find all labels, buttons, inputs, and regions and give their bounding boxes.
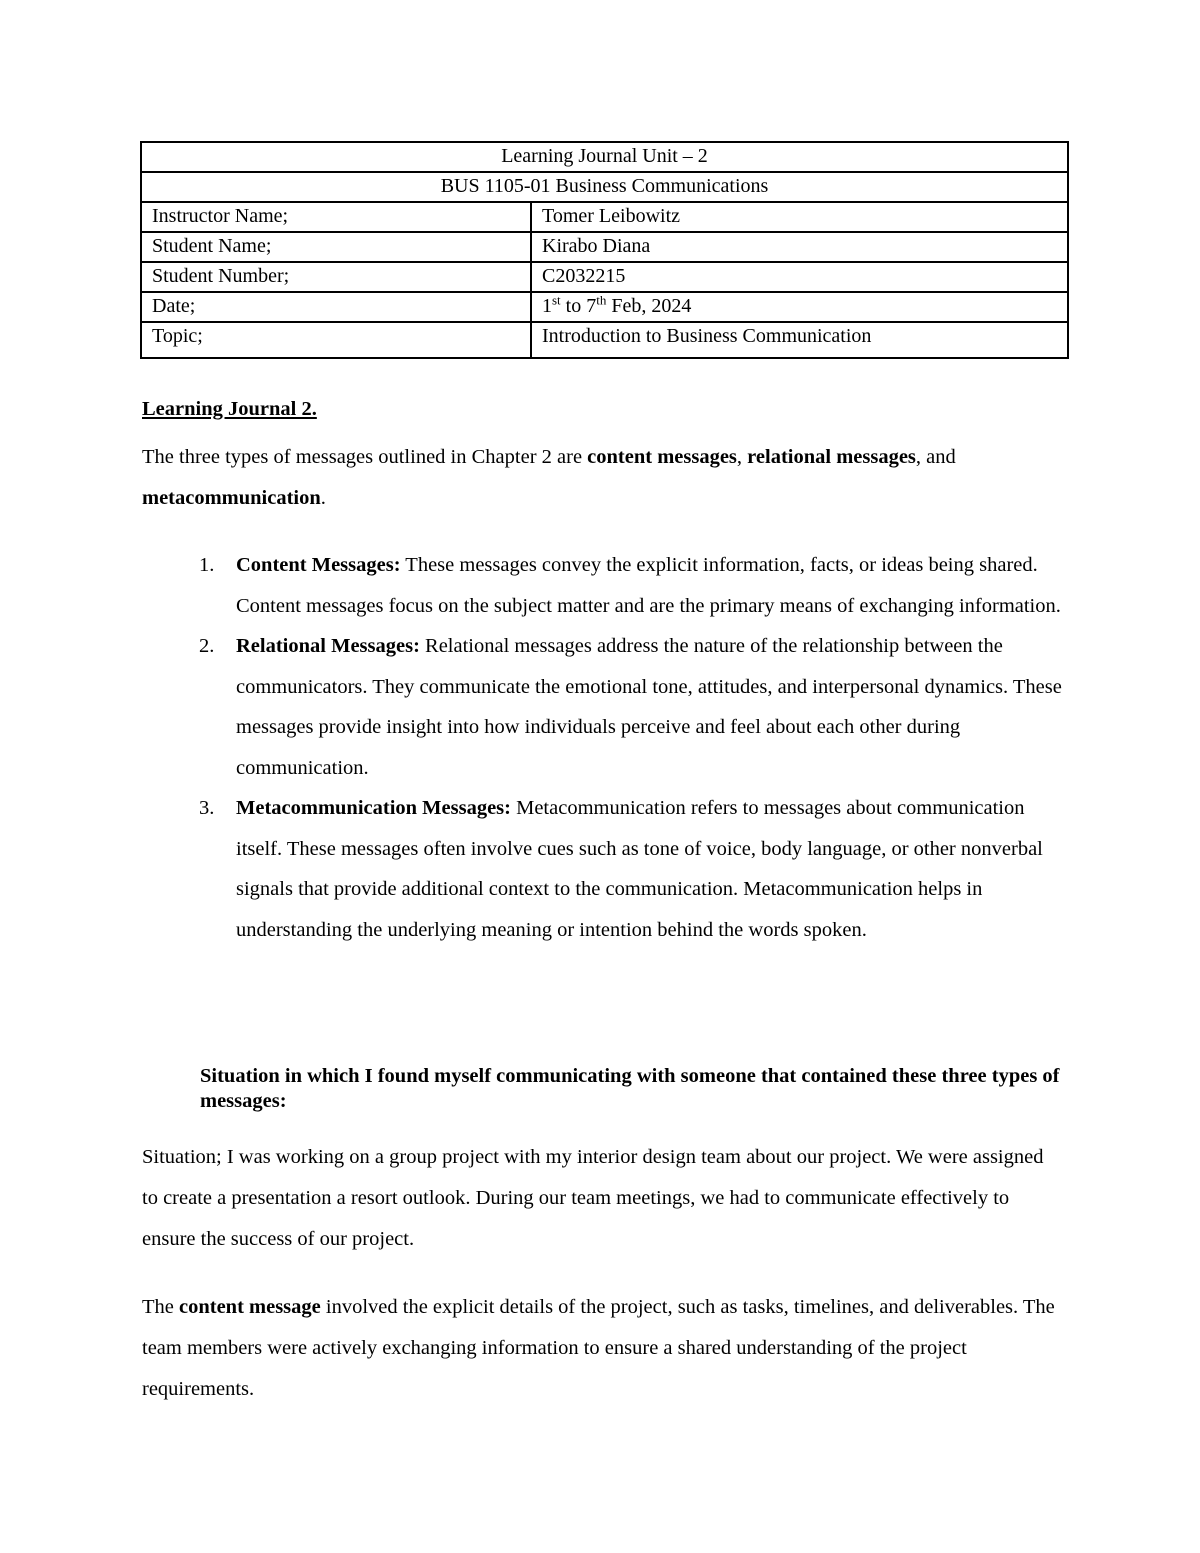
list-item-text: Relational messages address the nature of the relationship between the communicators. They communicate the emotional tone, attitudes, and interpersonal dynamics. These messages provide insight into how individuals perceive and feel about each other during communication.	[236, 635, 1062, 779]
list-number: 2.	[199, 635, 215, 657]
table-row	[141, 292, 1068, 322]
content-para-bold: content message	[179, 1296, 321, 1318]
list-item-text: Metacommunication refers to messages about communication itself. These messages often involve cues such as tone of voice, body language, or other nonverbal signals that provide additional context to the communication. Metacommunication helps in understanding the underlying meaning or intention behind the words spoken.	[236, 797, 1043, 941]
date-label: Date;	[141, 292, 531, 322]
date-mid: to 7	[560, 295, 597, 317]
table-row	[141, 172, 1068, 202]
list-number: 3.	[199, 797, 215, 819]
list-item	[142, 788, 1062, 950]
intro-text-4: .	[320, 487, 326, 509]
message-types-list	[142, 545, 1062, 950]
intro-text-2: ,	[736, 446, 748, 468]
table-row	[141, 262, 1068, 292]
list-item-title: Metacommunication Messages:	[236, 797, 511, 819]
date-day1: 1	[542, 295, 552, 317]
list-item-title: Content Messages:	[236, 554, 401, 576]
table-row	[141, 232, 1068, 262]
list-item-text: These messages convey the explicit information, facts, or ideas being shared. Content messages focus on the subject matter and are the primary means of exchanging information.	[236, 554, 1061, 617]
student-number-value: C2032215	[531, 262, 1068, 292]
course-title: BUS 1105-01 Business Communications	[141, 172, 1068, 202]
intro-paragraph	[142, 437, 1062, 519]
info-table	[140, 141, 1069, 359]
content-para-text-1: The	[142, 1296, 179, 1318]
instructor-value: Tomer Leibowitz	[531, 202, 1068, 232]
topic-value: Introduction to Business Communication	[531, 322, 1068, 358]
content-message-paragraph	[142, 1287, 1062, 1410]
situation-paragraph: Situation; I was working on a group project with my interior design team about our project. We were assigned to create a presentation a resort outlook. During our team meetings, we had to communicate effectively to ensure the success of our project.	[142, 1146, 1044, 1250]
table-row	[141, 142, 1068, 172]
student-name-label: Student Name;	[141, 232, 531, 262]
content-para-text-2: involved the explicit details of the project, such as tasks, timelines, and deliverables. The team members were actively exchanging information to ensure a shared understanding of the project requirements.	[142, 1296, 1055, 1400]
table-row	[141, 322, 1068, 358]
journal-unit-title: Learning Journal Unit – 2	[141, 142, 1068, 172]
list-item	[142, 626, 1062, 788]
list-number: 1.	[199, 554, 215, 576]
intro-bold-relational: relational messages	[747, 446, 916, 468]
table-row	[141, 202, 1068, 232]
date-value	[531, 292, 1068, 322]
intro-bold-content: content messages	[587, 446, 737, 468]
situation-question-heading: Situation in which I found myself communicating with someone that contained these three types of messages:	[200, 1065, 1060, 1112]
date-sup1: st	[552, 292, 561, 308]
student-number-label: Student Number;	[141, 262, 531, 292]
date-end: Feb, 2024	[606, 295, 692, 317]
instructor-label: Instructor Name;	[141, 202, 531, 232]
journal-heading: Learning Journal 2.	[142, 398, 317, 420]
intro-text-3: , and	[915, 446, 956, 468]
intro-text-1: The three types of messages outlined in Chapter 2 are	[142, 446, 588, 468]
date-sup2: th	[596, 292, 607, 308]
intro-bold-meta: metacommunication	[142, 487, 321, 509]
student-name-value: Kirabo Diana	[531, 232, 1068, 262]
topic-label: Topic;	[141, 322, 531, 358]
list-item	[142, 545, 1062, 626]
list-item-title: Relational Messages:	[236, 635, 420, 657]
